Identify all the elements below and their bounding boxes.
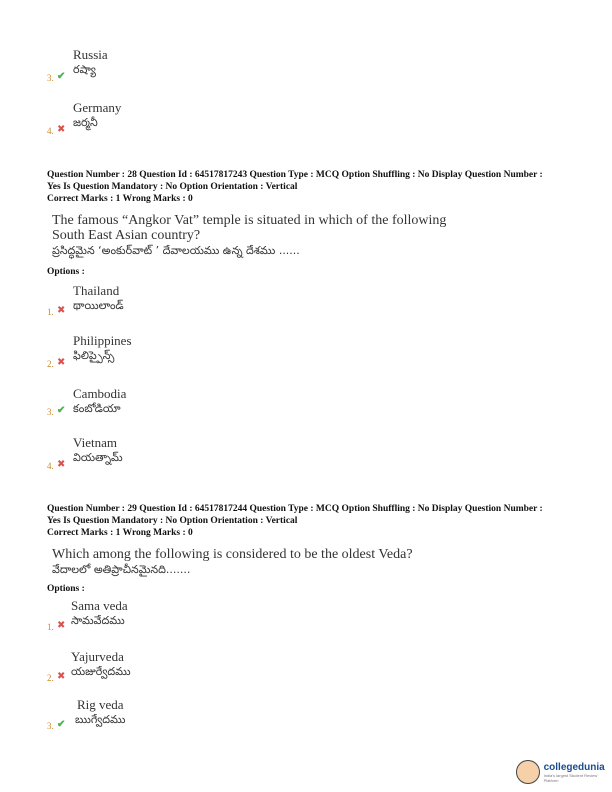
option-text-en: Philippines [73,333,132,348]
cross-icon: ✖ [57,357,66,368]
option-text-te: ఫిలిప్పైన్స్ [73,349,115,362]
cross-icon: ✖ [57,305,66,316]
question-text-te: ప్రసిద్ధమైన ‘అంకుర్‌వాట్ ’ దేవాలయము ఉన్న దేశము ...... [52,244,300,257]
cross-icon: ✖ [57,124,66,135]
question-text-te: వేదాలలో అతిప్రాచీనమైనది....... [52,563,191,576]
option-text-en: Germany [73,100,122,115]
collegedunia-logo: collegedunia India's largest Student Review Platform [516,760,612,784]
option-text-en: Cambodia [73,386,127,401]
option-text-te: థాయిలాండ్ [73,299,124,312]
option-number: 3. [47,721,54,731]
option-text-te: రష్యా [73,63,96,76]
check-icon: ✔ [57,719,66,730]
check-icon: ✔ [57,405,66,416]
option-text-en: Sama veda [71,598,128,613]
option-number: 4. [47,126,54,136]
mascot-icon [516,760,540,784]
question-meta: Question Number : 28 Question Id : 64517817243 Question Type : MCQ Option Shuffling : No Display Question Number : Yes Is Question Mandatory : No Option Orientation : Vertical Correct Marks : 1 Wrong Marks : 0 [47,170,543,204]
option-text-te: జర్మనీ [73,116,98,129]
question-text-en: The famous “Angkor Vat” temple is situated in which of the following South East Asian country? [52,213,447,243]
option-text-te: కంబోడియా [73,402,121,415]
option-number: 2. [47,673,54,683]
option-text-en: Thailand [73,283,120,298]
option-text-en: Vietnam [73,435,117,450]
question-meta: Question Number : 29 Question Id : 64517817244 Question Type : MCQ Option Shuffling : No Display Question Number : Yes Is Question Mandatory : No Option Orientation : Vertical Correct Marks : 1 Wrong Marks : 0 [47,504,543,538]
options-label: Options : [47,584,85,594]
cross-icon: ✖ [57,459,66,470]
options-label: Options : [47,267,85,277]
option-number: 4. [47,461,54,471]
option-text-te: సామవేదము [71,614,125,627]
cross-icon: ✖ [57,620,66,631]
option-number: 2. [47,359,54,369]
option-text-en: Yajurveda [71,649,124,664]
option-number: 3. [47,407,54,417]
question-text-en: Which among the following is considered to be the oldest Veda? [52,547,413,562]
cross-icon: ✖ [57,671,66,682]
option-text-te: యజుర్వేదము [71,665,131,678]
option-number: 1. [47,622,54,632]
option-number: 3. [47,73,54,83]
option-text-te: వియత్నామ్ [73,451,123,464]
option-text-en: Rig veda [77,697,124,712]
check-icon: ✔ [57,71,66,82]
option-text-en: Russia [73,47,108,62]
option-number: 1. [47,307,54,317]
option-text-te: ఋగ్వేదము [75,713,126,726]
